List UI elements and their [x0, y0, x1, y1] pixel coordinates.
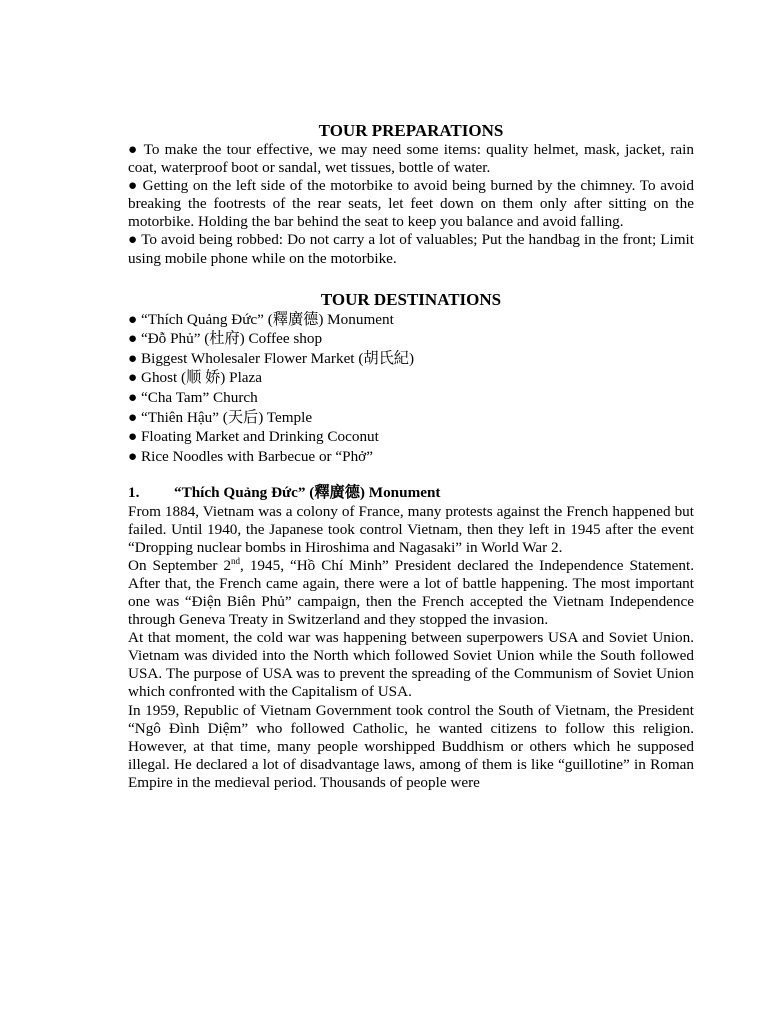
section-paragraph: In 1959, Republic of Vietnam Government took control the South of Vietnam, the President “Ngô Đình Diệm” who followed Catholic, he wanted citizens to follow this religion. However, at that time, many people worshipped Buddhism or others which he supposed illegal. He declared a lot of disadvantage laws, among of them is like “guillotine” in Roman Empire in the medieval period. Thousands of people were: [128, 701, 694, 791]
section-paragraph: At that moment, the cold war was happening between superpowers USA and Soviet Union. Vietnam was divided into the North which followed Soviet Union while the South followed USA. The purpose of USA was to prevent the spreading of the Communism of Soviet Union which confronted with the Capitalism of USA.: [128, 629, 694, 701]
destination-item: ● Floating Market and Drinking Coconut: [128, 428, 379, 446]
destination-item: ● “Thiên Hậu” (天后) Temple: [128, 408, 313, 426]
destination-list: [128, 310, 694, 467]
destination-item: ● Ghost (顺 娇) Plaza: [128, 369, 263, 387]
preparation-item: ● To make the tour effective, we may need some items: quality helmet, mask, jacket, rain coat, waterproof boot or sandal, wet tissues, bottle of water.: [128, 141, 694, 177]
destination-item: ● “Thích Quảng Đức” (釋廣德) Monument: [128, 310, 394, 328]
section-heading: [128, 484, 694, 502]
spacer: [128, 268, 694, 290]
destination-item: ● “Cha Tam” Church: [128, 389, 258, 407]
destination-item: ● Rice Noodles with Barbecue or “Phở”: [128, 447, 373, 465]
spacer: [128, 466, 694, 484]
section-paragraph: From 1884, Vietnam was a colony of France, many protests against the French happened but failed. Until 1940, the Japanese took control Vietnam, then they left in 1945 after the event “Dropping nuclear bombs in Hiroshima and Nagasaki” in World War 2.: [128, 502, 694, 556]
document-body: [128, 121, 694, 792]
tour-preparations-title: TOUR PREPARATIONS: [318, 121, 504, 140]
section-number: 1.: [128, 484, 140, 502]
preparation-item: ● Getting on the left side of the motorbike to avoid being burned by the chimney. To avoid breaking the footrests of the rear seats, let feet down on them only after sitting on the motorbike. Holding the bar behind the seat to keep you balance and avoid falling.: [128, 177, 694, 231]
section-title: “Thích Quảng Đức” (釋廣德) Monument: [174, 484, 441, 502]
ordinal-suffix: nd: [231, 555, 241, 566]
preparation-item: ● To avoid being robbed: Do not carry a lot of valuables; Put the handbag in the front; Limit using mobile phone while on the motorbike.: [128, 231, 694, 267]
destination-item: ● “Đỗ Phủ” (杜府) Coffee shop: [128, 330, 323, 348]
tour-destinations-title: TOUR DESTINATIONS: [320, 289, 502, 309]
paragraph-text: On September 2: [128, 556, 232, 574]
section-paragraph: [128, 557, 694, 629]
paragraph-text: , 1945, “Hồ Chí Minh” President declared the Independence Statement. After that, the French came again, there were a lot of battle happening. The most important one was “Điện Biên Phủ” campaign, then the French accepted the Vietnam Independence through Geneva Treaty in Switzerland and they stopped the invasion.: [128, 556, 694, 629]
destination-item: ● Biggest Wholesaler Flower Market (胡氏紀): [128, 349, 415, 367]
